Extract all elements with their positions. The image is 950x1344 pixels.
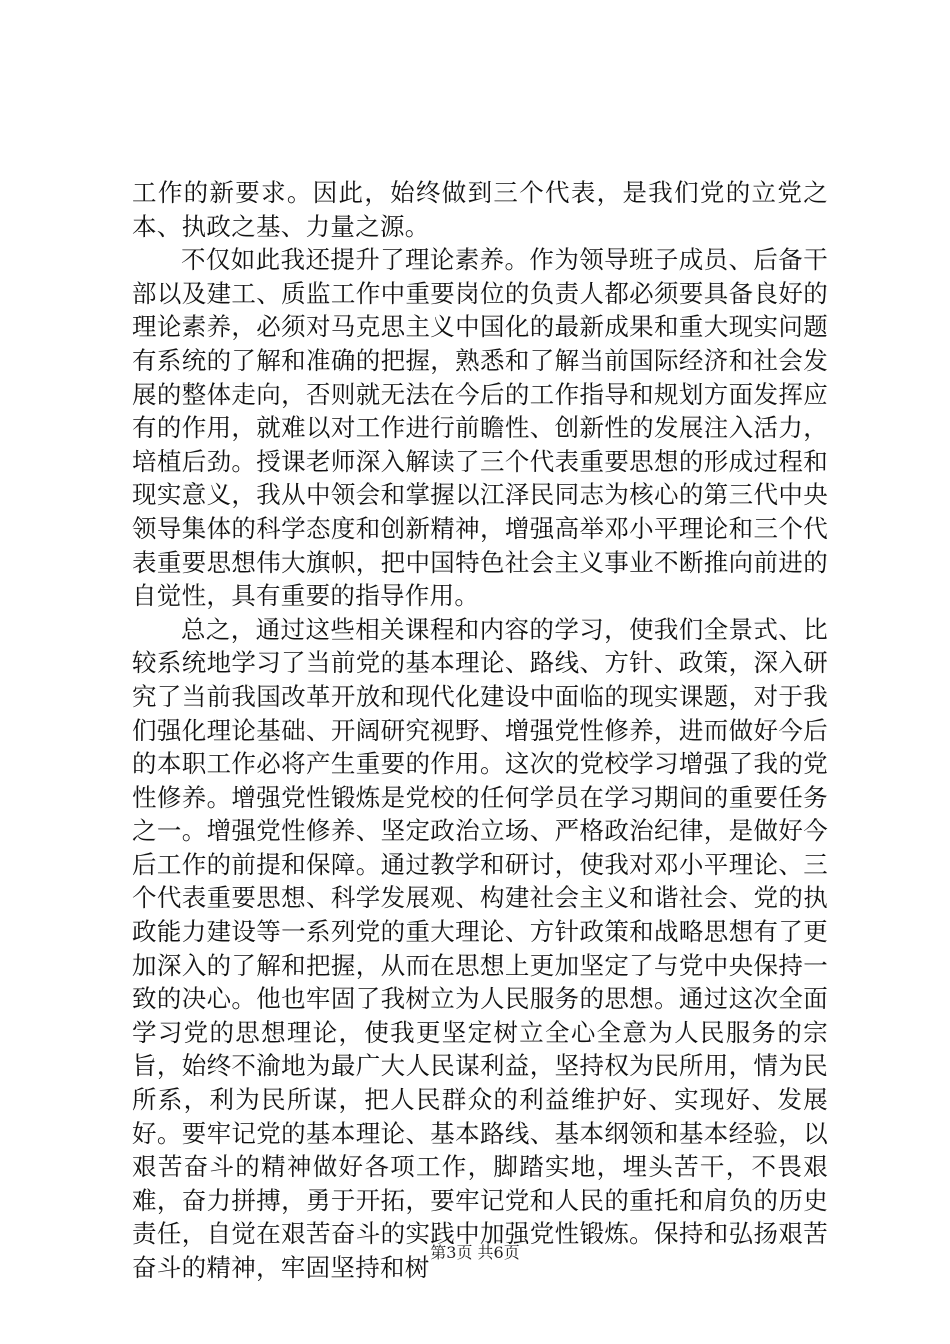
paragraph-2: 不仅如此我还提升了理论素养。作为领导班子成员、后备干部以及建工、质监工作中重要岗位的负责人都必须要具备良好的理论素养，必须对马克思主义中国化的最新成果和重大现实问题有系统的了解和准确的把握，熟悉和了解当前国际经济和社会发展的整体走向，否则就无法在今后的工作指导和规划方面发挥应有的作用，就难以对工作进行前瞻性、创新性的发展注入活力，培植后劲。授课老师深入解读了三个代表重要思想的形成过程和现实意义，我从中领会和掌握以江泽民同志为核心的第三代中央领导集体的科学态度和创新精神，增强高举邓小平理论和三个代表重要思想伟大旗帜，把中国特色社会主义事业不断推向前进的自觉性，具有重要的指导作用。 xyxy=(132,245,828,611)
paragraph-1: 工作的新要求。因此，始终做到三个代表，是我们党的立党之本、执政之基、力量之源。 xyxy=(132,178,828,241)
paragraph-3: 总之，通过这些相关课程和内容的学习，使我们全景式、比较系统地学习了当前党的基本理论、路线、方针、政策，深入研究了当前我国改革开放和现代化建设中面临的现实课题，对于我们强化理论基础、开阔研究视野、增强党性修养，进而做好今后的本职工作必将产生重要的作用。这次的党校学习增强了我的党性修养。增强党性锻炼是党校的任何学员在学习期间的重要任务之一。增强党性修养、坚定政治立场、严格政治纪律，是做好今后工作的前提和保障。通过教学和研讨，使我对邓小平理论、三个代表重要思想、科学发展观、构建社会主义和谐社会、党的执政能力建设等一系列党的重大理论、方针政策和战略思想有了更加深入的了解和把握，从而在思想上更加坚定了与党中央保持一致的决心。他也牢固了我树立为人民服务的思想。通过这次全面学习党的思想理论，使我更坚定树立全心全意为人民服务的宗旨，始终不渝地为最广大人民谋利益，坚持权为民所用，情为民所系，利为民所谋，把人民群众的利益维护好、实现好、发展好。要牢记党的基本理论、基本路线、基本纲领和基本经验，以艰苦奋斗的精神做好各项工作，脚踏实地，埋头苦干，不畏艰难，奋力拼搏，勇于开拓，要牢记党和人民的重托和肩负的历史责任，自觉在艰苦奋斗的实践中加强党性锻炼。保持和弘扬艰苦奋斗的精神，牢固坚持和树 xyxy=(132,614,828,1282)
document-body xyxy=(132,176,828,1285)
page-number-footer: 第3页 共6页 xyxy=(430,1243,520,1262)
